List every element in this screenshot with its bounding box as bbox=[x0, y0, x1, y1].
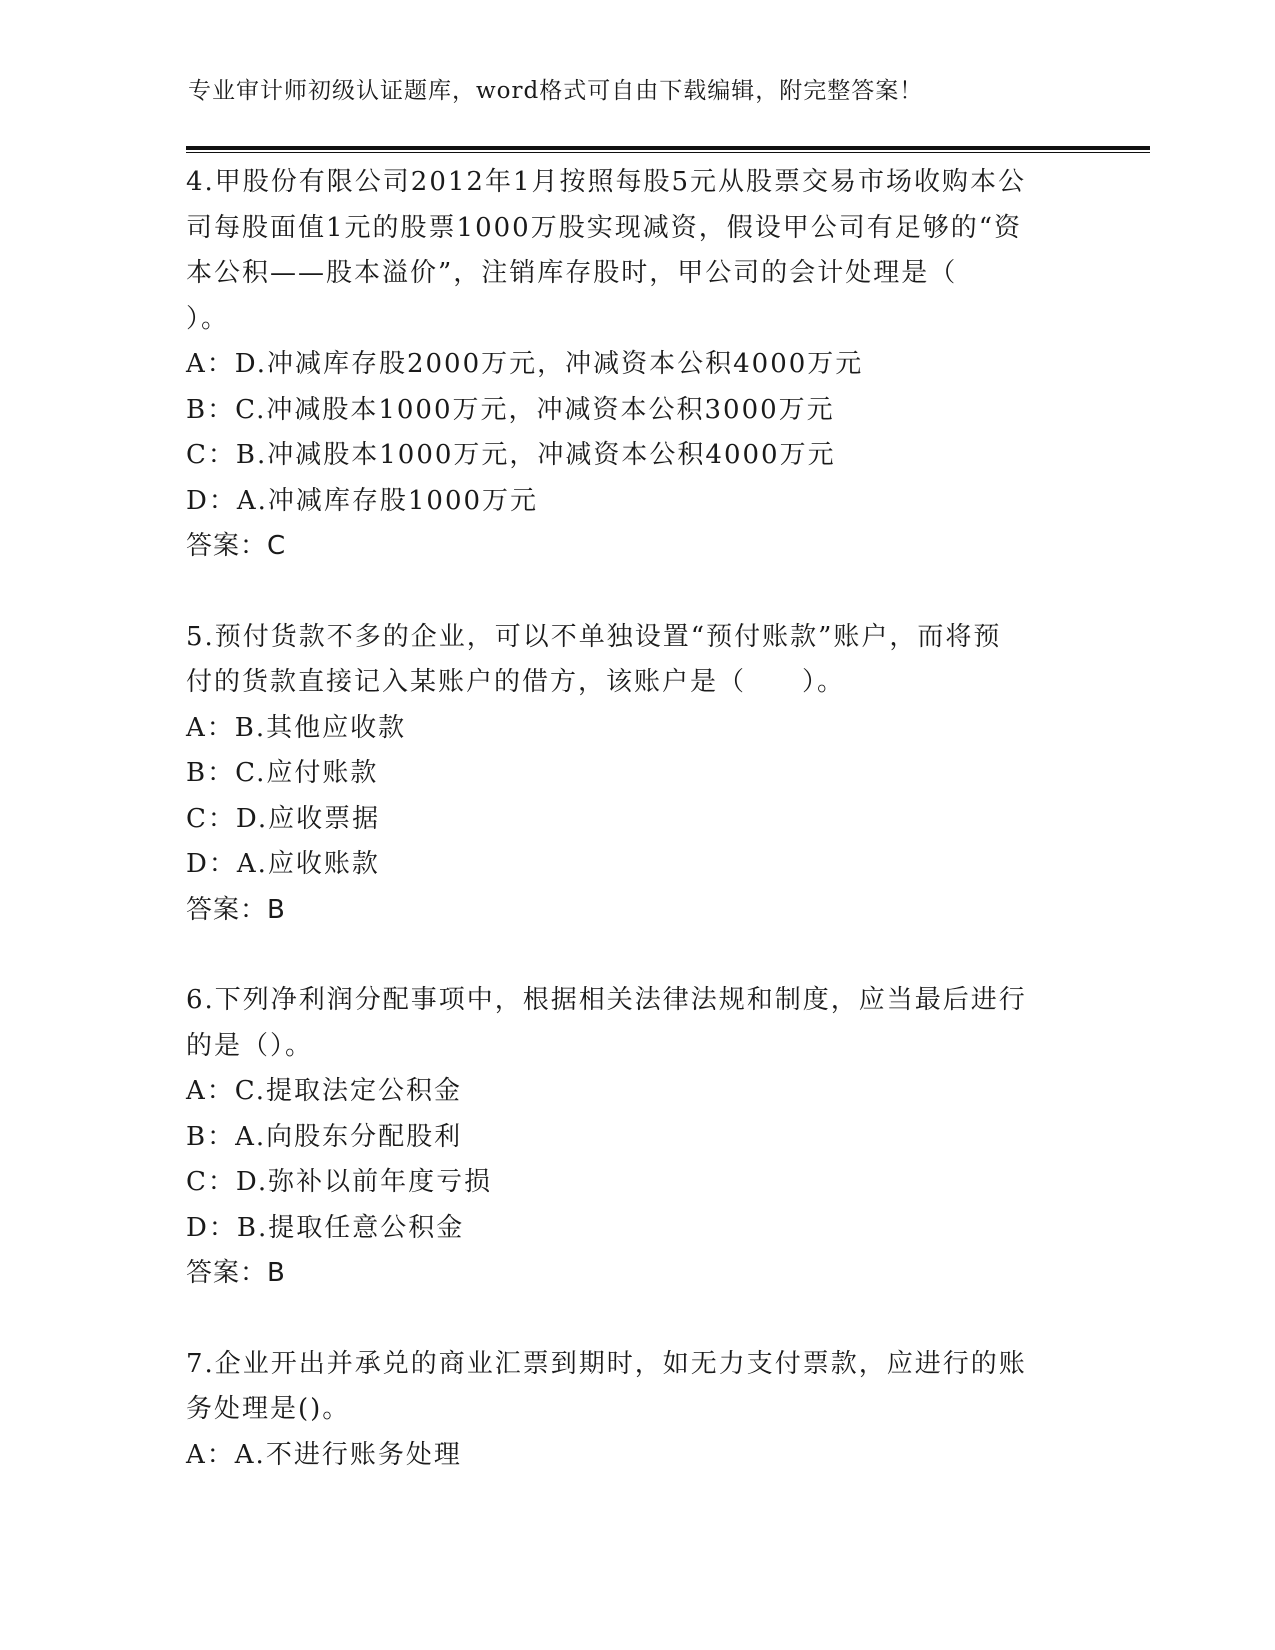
question-text: 务处理是()。 bbox=[186, 1394, 351, 1424]
option-a: A：D.冲减库存股2000万元，冲减资本公积4000万元 bbox=[186, 349, 864, 379]
question-text: 司每股面值1元的股票1000万股实现减资，假设甲公司有足够的“资 bbox=[186, 212, 1023, 243]
question-4 bbox=[186, 160, 1086, 570]
option-b: B：C.冲减股本1000万元，冲减资本公积3000万元 bbox=[186, 394, 835, 425]
question-list bbox=[186, 160, 1086, 1478]
option-a: A：B.其他应收款 bbox=[186, 712, 407, 743]
question-text: 本公积——股本溢价”，注销库存股时，甲公司的会计处理是（ bbox=[186, 258, 958, 288]
answer: 答案：B bbox=[186, 894, 286, 925]
question-text: 5.预付货款不多的企业，可以不单独设置“预付账款”账户，而将预 bbox=[186, 621, 1002, 652]
page-header: 专业审计师初级认证题库，word格式可自由下载编辑，附完整答案！ bbox=[188, 78, 924, 104]
answer: 答案：B bbox=[186, 1258, 286, 1288]
question-text: 的是（）。 bbox=[186, 1030, 314, 1061]
question-5 bbox=[186, 615, 1086, 934]
answer: 答案：C bbox=[186, 531, 287, 561]
question-6 bbox=[186, 978, 1086, 1297]
option-a: A：A.不进行账务处理 bbox=[186, 1439, 462, 1470]
option-b: B：C.应付账款 bbox=[186, 758, 379, 788]
option-b: B：A.向股东分配股利 bbox=[186, 1121, 463, 1152]
option-c: C：D.应收票据 bbox=[186, 803, 381, 834]
question-text: 7.企业开出并承兑的商业汇票到期时，如无力支付票款，应进行的账 bbox=[186, 1348, 1027, 1379]
header-divider bbox=[186, 146, 1150, 153]
option-c: C：B.冲减股本1000万元，冲减资本公积4000万元 bbox=[186, 440, 836, 470]
question-text: 4.甲股份有限公司2012年1月按照每股5元从股票交易市场收购本公 bbox=[186, 167, 1027, 197]
option-a: A：C.提取法定公积金 bbox=[186, 1076, 463, 1106]
question-7 bbox=[186, 1342, 1086, 1479]
option-d: D：B.提取任意公积金 bbox=[186, 1212, 465, 1243]
question-text: ）。 bbox=[186, 303, 230, 334]
option-d: D：A.冲减库存股1000万元 bbox=[186, 485, 539, 516]
option-c: C：D.弥补以前年度亏损 bbox=[186, 1167, 493, 1197]
option-d: D：A.应收账款 bbox=[186, 849, 380, 879]
question-text: 付的货款直接记入某账户的借方，该账户是（ ）。 bbox=[186, 667, 846, 697]
question-text: 6.下列净利润分配事项中，根据相关法律法规和制度，应当最后进行 bbox=[186, 985, 1027, 1015]
